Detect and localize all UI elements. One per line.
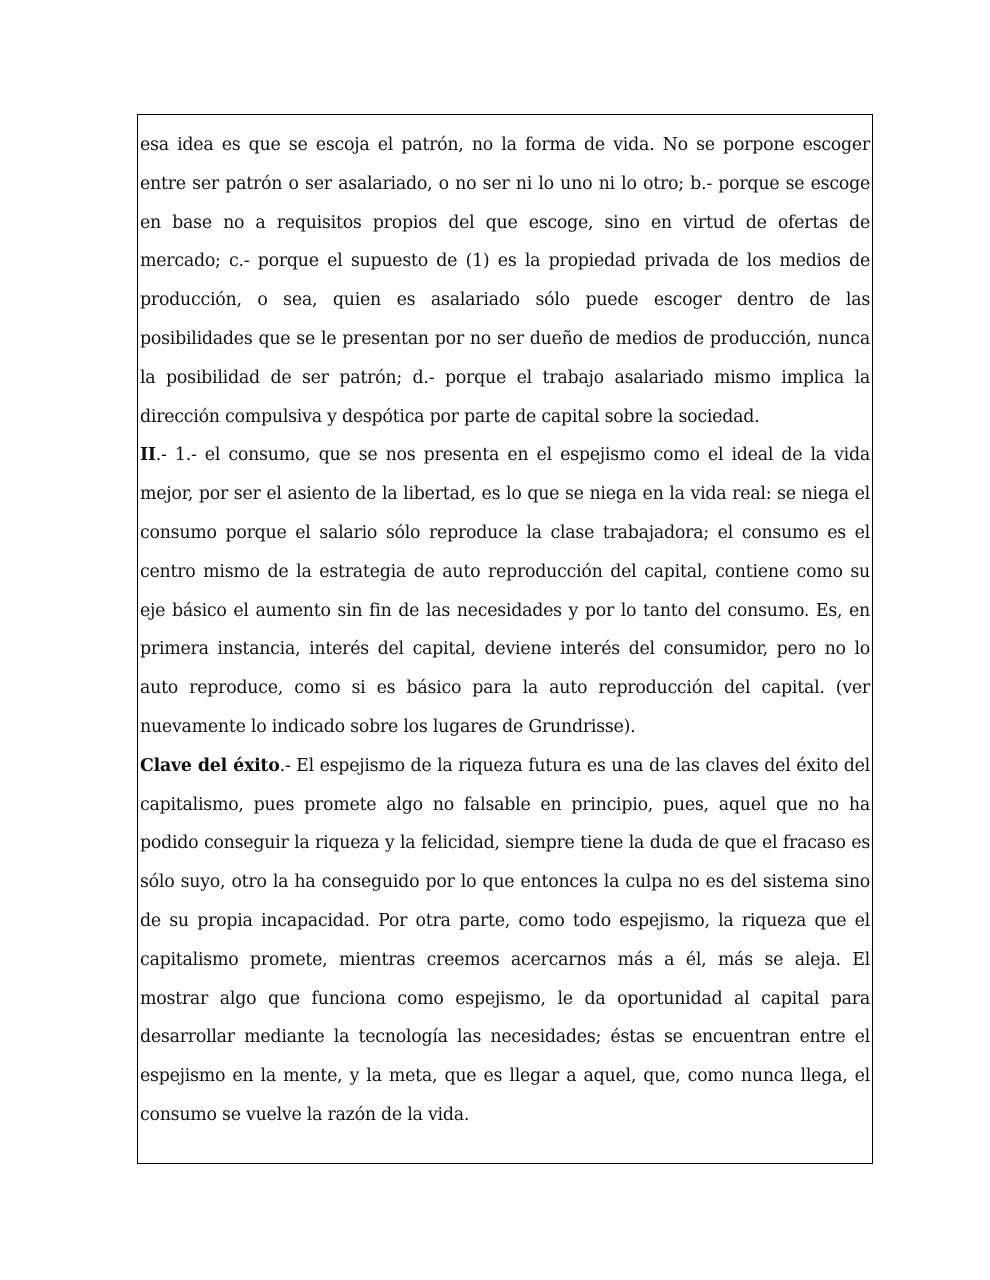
section-heading: II: [140, 445, 156, 466]
paragraph-text: .- El espejismo de la riqueza futura es una de las claves del éxito del capitalismo, pues promete algo no falsable en principio, pues, aquel que no ha podido conseguir la riqueza y la felicidad, siempre tiene la duda de que el fracaso es sólo suyo, otro la ha conseguido por lo que entonces la culpa no es del sistema sino de su propia incapacidad. Por otra parte, como todo espejismo, la riqueza que el capitalismo promete, mientras creemos acercarnos más a él, más se aleja. El mostrar algo que funciona como espejismo, le da oportunidad al capital para desarrollar mediante la tecnología las necesidades; éstas se encuentran entre el espejismo en la mente, y la meta, que es llegar a aquel, que, como nunca llega, el consumo se vuelve la razón de la vida.: [140, 755, 870, 1125]
paragraph-clave-del-exito: [140, 747, 870, 1135]
paragraph-text: .- 1.- el consumo, que se nos presenta en el espejismo como el ideal de la vida mejor, por ser el asiento de la libertad, es lo que se niega en la vida real: se niega el consumo porque el salario sólo reproduce la clase trabajadora; el consumo es el centro mismo de la estrategia de auto reproducción del capital, contiene como su eje básico el aumento sin fin de las necesidades y por lo tanto del consumo. Es, en primera instancia, interés del capital, deviene interés del consumidor, pero no lo auto reproduce, como si es básico para la auto reproducción del capital. (ver nuevamente lo indicado sobre los lugares de Grundrisse).: [140, 445, 870, 737]
paragraph-text: esa idea es que se escoja el patrón, no la forma de vida. No se porpone escoger entre ser patrón o ser asalariado, o no ser ni lo uno ni lo otro; b.- porque se escoge en base no a requisitos propios del que escoge, sino en virtud de ofertas de mercado; c.- porque el supuesto de (1) es la propiedad privada de los medios de producción, o sea, quien es asalariado sólo puede escoger dentro de las posibilidades que se le presentan por no ser dueño de medios de producción, nunca la posibilidad de ser patrón; d.- porque el trabajo asalariado mismo implica la dirección compulsiva y despótica por parte de capital sobre la sociedad.: [140, 135, 870, 427]
section-heading: Clave del éxito: [140, 755, 280, 776]
paragraph-section-ii: [140, 436, 870, 746]
paragraph-continuation: [140, 126, 870, 436]
text-frame: [137, 114, 873, 1164]
